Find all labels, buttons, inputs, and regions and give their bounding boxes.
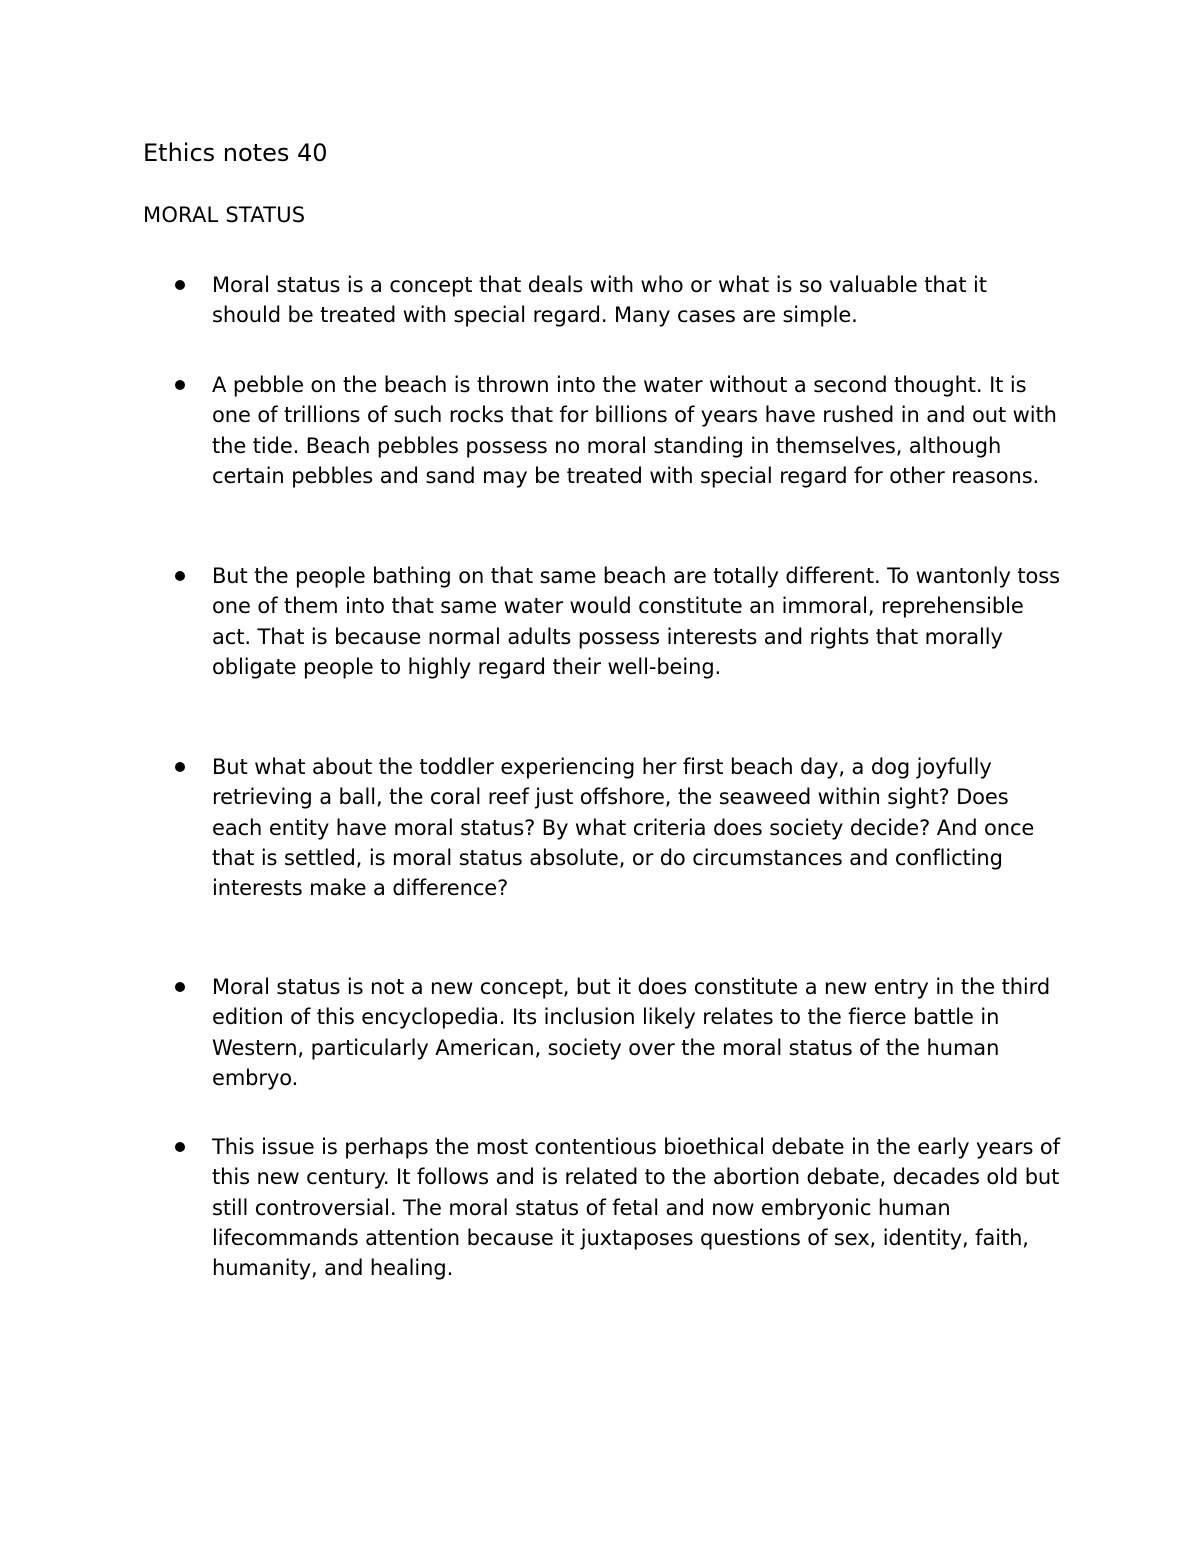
bullet-icon xyxy=(175,762,185,772)
bullet-text: This issue is perhaps the most contentious bioethical debate in the early years of this new century. It follows and is related to the abortion debate, decades old but still controversial. The moral status of fetal and now embryonic human lifecommands attention because it juxtaposes questions of sex, identity, faith, humanity, and healing. xyxy=(212,1135,1060,1281)
bullet-icon xyxy=(175,571,185,581)
bullet-text: A pebble on the beach is thrown into the water without a second thought. It is one of trillions of such rocks that for billions of years have rushed in and out with the tide. Beach pebbles possess no moral standing in themselves, although certain pebbles and sand may be treated with special regard for other reasons. xyxy=(212,373,1057,488)
bullet-text: Moral status is a concept that deals with who or what is so valuable that it should be treated with special regard. Many cases are simple. xyxy=(212,273,987,328)
section-heading: MORAL STATUS xyxy=(143,203,306,227)
bullet-icon xyxy=(175,380,185,390)
bullet-text: Moral status is not a new concept, but it does constitute a new entry in the third edition of this encyclopedia. Its inclusion likely relates to the fierce battle in Western, particularly American, society over the moral status of the human embryo. xyxy=(212,975,1051,1090)
bullet-icon xyxy=(175,982,185,992)
bullet-text: But the people bathing on that same beach are totally different. To wantonly toss one of them into that same water would constitute an immoral, reprehensible act. That is because normal adults possess interests and rights that morally obligate people to highly regard their well-being. xyxy=(212,564,1060,679)
bullet-icon xyxy=(175,280,185,290)
bullet-icon xyxy=(175,1142,185,1152)
document-title: Ethics notes 40 xyxy=(143,139,328,167)
bullet-text: But what about the toddler experiencing her first beach day, a dog joyfully retrieving a ball, the coral reef just offshore, the seaweed within sight? Does each entity have moral status? By what criteria does society decide? And once that is settled, is moral status absolute, or do circumstances and conflicting interests make a difference? xyxy=(212,755,1035,901)
